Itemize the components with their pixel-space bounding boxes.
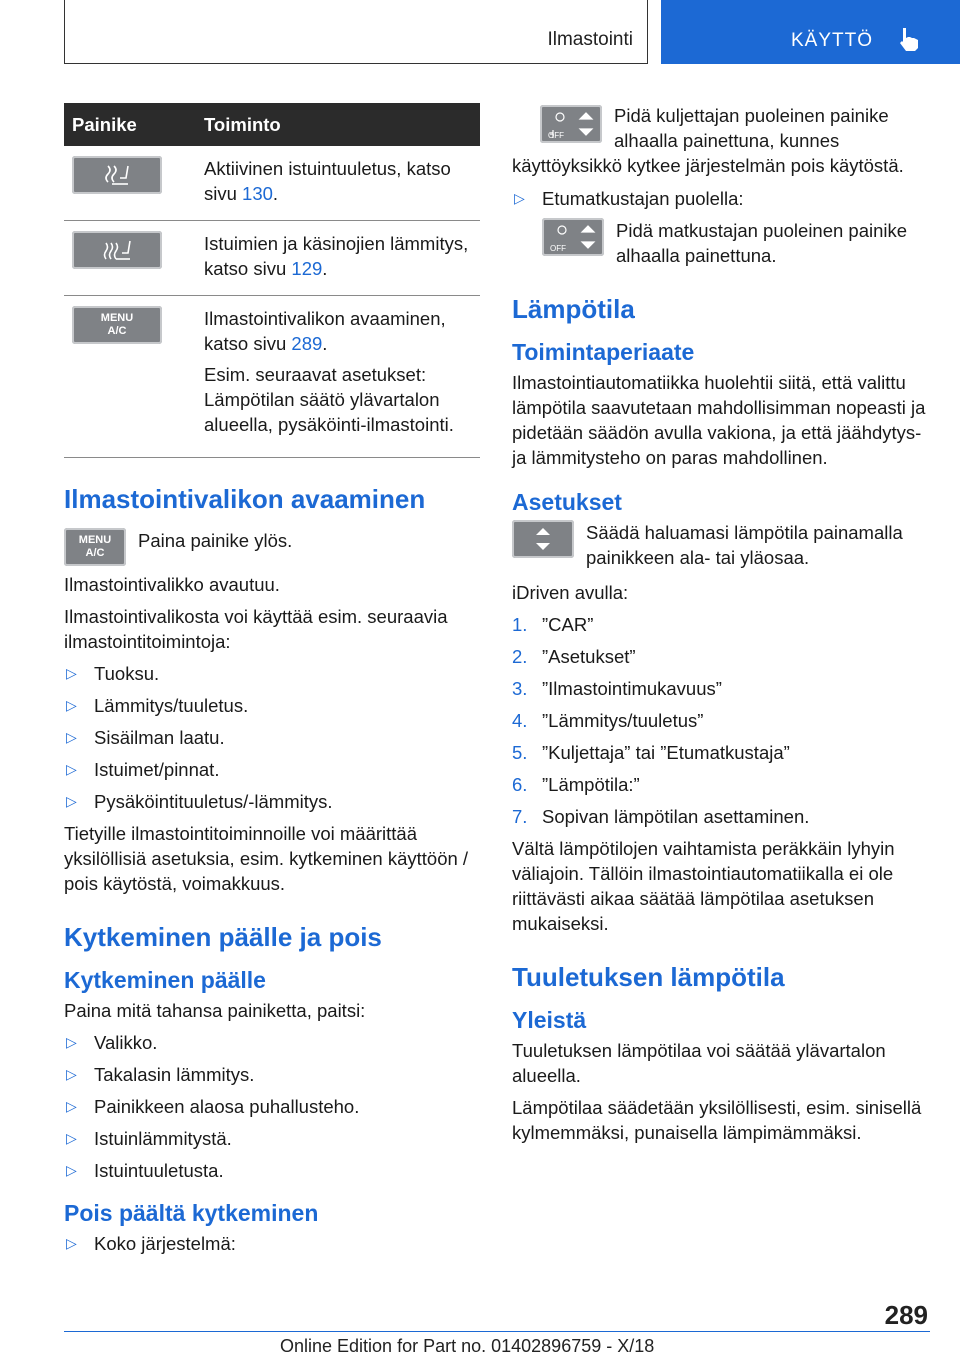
settings-text: Säädä haluamasi lämpötila painamalla painikkeen ala- tai yläosaa. — [586, 522, 903, 568]
settings-row — [512, 520, 930, 570]
list-item: ▷ Koko järjestelmä: — [64, 1231, 480, 1256]
button-function-table — [64, 103, 480, 458]
row2-line1: Istuimien ja käsinojien lämmitys, — [204, 233, 469, 254]
heading-switch-on: Kytkeminen päälle — [64, 967, 266, 993]
seat-heating-button-icon — [72, 231, 162, 269]
avoid-text: Vältä lämpötilojen vaihtamista peräkkäin lyhyin väliajoin. Tällöin ilmastointiautomatiikalla ei ole riittävästi aikaa säätää lämpötilaa asetuksen mukaiseksi. — [512, 838, 895, 934]
header-chapter-title: KÄYTTÖ — [791, 30, 874, 51]
hold-driver-text: Pidä kuljettajan puoleinen painike alhaalla painettuna, kunnes käyttöyksikkö kytkee järjestelmän pois käytöstä. — [512, 105, 904, 176]
header-section-title: Ilmastointi — [547, 29, 633, 50]
list-item: 5. ”Kuljettaja” tai ”Etumatkustaja” — [512, 742, 790, 763]
heading-switch-off: Pois päältä kytkeminen — [64, 1200, 319, 1226]
menu-opens-text: Ilmastointivalikko avautuu. — [64, 574, 280, 595]
row3-line2-pre: katso sivu — [204, 333, 292, 354]
table-row — [64, 146, 480, 221]
list-item: 2. ”Asetukset” — [512, 646, 636, 667]
heading-settings: Asetukset — [512, 489, 622, 515]
heading-general: Yleistä — [512, 1007, 587, 1033]
idrive-steps — [512, 612, 930, 829]
list-item: 3. ”Ilmastointimukavuus” — [512, 678, 722, 699]
page-number: 289 — [884, 1300, 928, 1330]
list-item: ▷ Istuinlämmitystä. — [64, 1126, 480, 1151]
press-up-row — [64, 528, 480, 566]
fan-off-button-icon — [540, 105, 602, 143]
list-item: 6. ”Lämpötila:” — [512, 774, 640, 795]
header-chapter-tab — [661, 0, 960, 64]
individual-settings-text: Tietyille ilmastointitoiminnoille voi määrittää yksilöllisiä asetuksia, esim. kytkeminen käyttöön / pois käytöstä, voimakkuus. — [64, 823, 469, 894]
list-item: ▷ Etumatkustajan puolella: — [512, 186, 930, 211]
list-item: ▷ Pysäköintituuletus/-lämmitys. — [64, 789, 480, 814]
row1-post: . — [272, 183, 279, 204]
list-item: ▷ Valikko. — [64, 1030, 480, 1055]
footer-edition: Online Edition for Part no. 01402896759 - X/18 — [280, 1336, 655, 1356]
list-item: ▷ Takalasin lämmitys. — [64, 1062, 480, 1087]
switch-off-list — [64, 1231, 480, 1256]
row3-post: . — [322, 333, 328, 354]
ac-label: A/C — [85, 547, 105, 559]
idrive-intro: iDriven avulla: — [512, 582, 629, 603]
hand-pointer-icon — [897, 26, 923, 52]
heading-vent-temperature: Tuuletuksen lämpötila — [512, 962, 785, 992]
menu-label: MENU — [100, 312, 134, 324]
list-item: 7. Sopivan lämpötilan asettaminen. — [512, 806, 810, 827]
seat-ventilation-button-icon — [72, 156, 162, 194]
menu-ac-button-icon — [72, 306, 162, 344]
row1-line2-pre: sivu — [204, 183, 243, 204]
row1-line1: Aktiivinen istuintuuletus, katso — [204, 158, 451, 179]
press-up-text: Paina painike ylös. — [138, 530, 293, 551]
menu-use-intro: Ilmastointivalikosta voi käyttää esim. seuraavia ilmastointitoimintoja: — [64, 606, 448, 652]
menu-ac-button-icon — [64, 528, 126, 566]
list-item: ▷ Istuimet/pinnat. — [64, 757, 480, 782]
vent-colors-text: Lämpötilaa säädetään yksilöllisesti, esim. sinisellä kylmemmäksi, punaisella lämpimämmäksi. — [512, 1097, 922, 1143]
switch-on-intro: Paina mitä tahansa painiketta, paitsi: — [64, 1000, 366, 1021]
list-item: ▷ Painikkeen alaosa puhallusteho. — [64, 1094, 480, 1119]
header-section-box — [64, 0, 648, 64]
heading-principle: Toimintaperiaate — [512, 339, 695, 365]
row3-line1: Ilmastointivalikon avaaminen, — [204, 308, 446, 329]
vent-text: Tuuletuksen lämpötilaa voi säätää ylävartalon alueella. — [512, 1040, 886, 1086]
fan-off-button-icon — [542, 218, 604, 256]
row3-extra: Esim. seuraavat asetukset: Lämpötilan säätö ylävartalon alueella, pysäköinti-ilmastointi. — [204, 364, 454, 435]
menu-label: MENU — [78, 534, 112, 546]
switch-on-exceptions — [64, 1030, 480, 1183]
table-header-function: Toiminto — [196, 103, 480, 146]
off-label: OFF — [550, 244, 566, 253]
table-row — [64, 296, 480, 458]
driver-off-block — [512, 103, 930, 178]
off-label: OFF — [548, 131, 564, 140]
list-item: 4. ”Lämmitys/tuuletus” — [512, 710, 704, 731]
list-item: ▷ Sisäilman laatu. — [64, 725, 480, 750]
temperature-rocker-icon — [512, 520, 574, 558]
footer-rule — [64, 1331, 930, 1332]
ac-label: A/C — [107, 325, 127, 337]
page-link-289[interactable]: 289 — [291, 333, 323, 354]
table-row — [64, 221, 480, 296]
list-item: ▷ Lämmitys/tuuletus. — [64, 693, 480, 718]
heading-menu-open: Ilmastointivalikon avaaminen — [64, 484, 426, 514]
heading-temperature: Lämpötila — [512, 294, 635, 324]
list-item: ▷ Istuintuuletusta. — [64, 1158, 480, 1183]
heading-on-off: Kytkeminen päälle ja pois — [64, 922, 382, 952]
passenger-list — [512, 186, 930, 211]
row2-line2-pre: katso sivu — [204, 258, 292, 279]
page-link-130[interactable]: 130 — [242, 183, 273, 204]
function-list — [64, 661, 480, 814]
list-item: ▷ Tuoksu. — [64, 661, 480, 686]
list-item: 1. ”CAR” — [512, 614, 594, 635]
right-column — [512, 103, 930, 1152]
left-column — [64, 103, 480, 1263]
passenger-off-row — [512, 218, 930, 268]
page-link-129[interactable]: 129 — [291, 258, 323, 279]
principle-text: Ilmastointiautomatiikka huolehtii siitä, että valittu lämpötila saavutetaan mahdollisimman nopeasti ja pidetään säädön avulla vakiona, ja että jäähdytys- ja lämmitysteho on paras mahdollinen. — [512, 372, 926, 468]
hold-passenger-text: Pidä matkustajan puoleinen painike alhaalla painettuna. — [616, 220, 908, 266]
row2-post: . — [322, 258, 328, 279]
table-header-button: Painike — [64, 103, 196, 146]
